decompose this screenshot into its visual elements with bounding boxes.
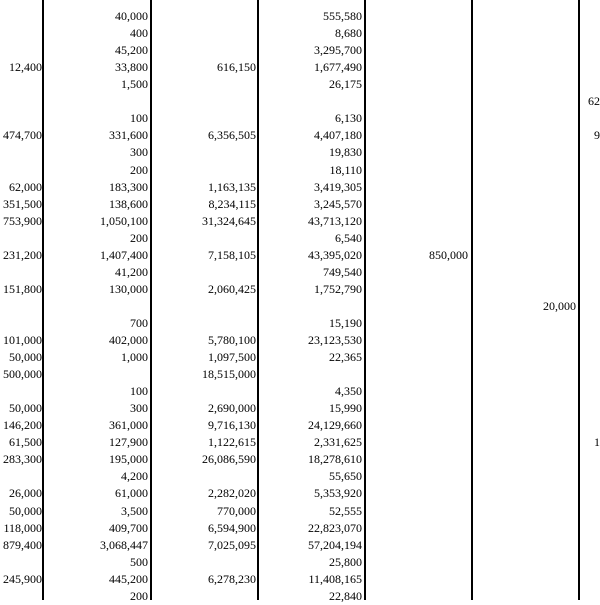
table-cell: 231,200 (3, 247, 42, 262)
table-cell: 130,000 (109, 281, 148, 296)
table-cell: 409,700 (109, 520, 148, 535)
table-cell: 55,650 (329, 469, 362, 484)
table-cell: 146,200 (3, 418, 42, 433)
table-cell: 50,000 (9, 503, 42, 518)
table-cell: 6,278,230 (208, 571, 256, 586)
table-cell: 25,800 (329, 554, 362, 569)
table-cell: 402,000 (109, 332, 148, 347)
table-cell: 138,600 (109, 196, 148, 211)
table-cell: 200 (130, 162, 148, 177)
table-cell: 18,278,610 (308, 452, 362, 467)
table-cell: 1,050,100 (100, 213, 148, 228)
column-divider (257, 0, 259, 600)
table-cell: 300 (130, 145, 148, 160)
table-cell: 351,500 (3, 196, 42, 211)
table-cell: 749,540 (323, 264, 362, 279)
table-cell: 3,245,570 (314, 196, 362, 211)
table-cell: 770,000 (217, 503, 256, 518)
table-cell: 879,400 (3, 537, 42, 552)
table-cell: 195,000 (109, 452, 148, 467)
table-cell: 12,400 (9, 60, 42, 75)
table-cell: 61,500 (9, 435, 42, 450)
table-cell: 3,295,700 (314, 43, 362, 58)
column-divider (150, 0, 152, 600)
table-cell: 26,000 (9, 486, 42, 501)
table-cell: 7,158,105 (208, 247, 256, 262)
table-cell: 6,130 (335, 111, 362, 126)
table-cell: 4,200 (121, 469, 148, 484)
table-cell: 2,331,625 (314, 435, 362, 450)
table-cell: 22,365 (329, 350, 362, 364)
table-cell: 127,900 (109, 435, 148, 450)
table-cell: 183,300 (109, 179, 148, 194)
table-cell: 700 (130, 315, 148, 330)
table-cell: 40,000 (115, 9, 148, 23)
table-cell: 43,713,120 (308, 213, 362, 228)
table-cell: 361,000 (109, 418, 148, 433)
table-cell: 151,800 (3, 281, 42, 296)
table-cell: 43,395,020 (308, 247, 362, 262)
table-cell: 1,122,615 (208, 435, 256, 450)
table-cell: 100 (130, 111, 148, 126)
table-cell: 200 (130, 230, 148, 245)
table-cell: 1,000 (121, 350, 148, 364)
table-cell: 22,823,070 (308, 520, 362, 535)
table-cell: 22,840 (329, 588, 362, 603)
table-cell: 6,594,900 (208, 520, 256, 535)
table-cell: 41,200 (115, 264, 148, 279)
table-cell: 3,500 (121, 503, 148, 518)
table-cell: 2,282,020 (208, 486, 256, 501)
table-cell: 500,000 (3, 367, 42, 382)
table-cell: 474,700 (3, 128, 42, 143)
table-cell: 45,200 (115, 43, 148, 58)
table-cell: 62 (588, 94, 600, 109)
table-cell: 50,000 (9, 350, 42, 364)
table-cell: 300 (130, 401, 148, 416)
table-cell: 7,025,095 (208, 537, 256, 552)
column-divider (578, 0, 580, 600)
table-cell: 1,407,400 (100, 247, 148, 262)
table-cell: 1,677,490 (314, 60, 362, 75)
table-cell: 4,350 (335, 384, 362, 399)
table-cell: 1,500 (121, 77, 148, 92)
table-cell: 101,000 (3, 332, 42, 347)
table-cell: 61,000 (115, 486, 148, 501)
table-cell: 445,200 (109, 571, 148, 586)
table-cell: 555,580 (323, 9, 362, 23)
table-cell: 850,000 (429, 247, 468, 262)
table-cell: 9 (594, 128, 600, 143)
table-cell: 15,990 (329, 401, 362, 416)
table-cell: 9,716,130 (208, 418, 256, 433)
table-cell: 18,110 (329, 162, 362, 177)
table-cell: 20,000 (543, 298, 576, 313)
table-cell: 118,000 (3, 520, 42, 535)
table-cell: 2,690,000 (208, 401, 256, 416)
table-cell: 8,680 (335, 26, 362, 41)
table-cell: 18,515,000 (202, 367, 256, 382)
column-divider (42, 0, 44, 600)
table-cell: 11,408,165 (308, 571, 362, 586)
table-cell: 1,752,790 (314, 281, 362, 296)
table-cell: 23,123,530 (308, 332, 362, 347)
table-cell: 26,086,590 (202, 452, 256, 467)
table-cell: 5,780,100 (208, 332, 256, 347)
table-cell: 331,600 (109, 128, 148, 143)
table-cell: 1,097,500 (208, 350, 256, 364)
table-cell: 26,175 (329, 77, 362, 92)
column-divider (364, 0, 366, 600)
table-cell: 200 (130, 588, 148, 603)
table-cell: 4,407,180 (314, 128, 362, 143)
table-cell: 245,900 (3, 571, 42, 586)
table-cell: 24,129,660 (308, 418, 362, 433)
table-cell: 62,000 (9, 179, 42, 194)
column-divider (471, 0, 473, 600)
table-cell: 8,234,115 (208, 196, 256, 211)
table-cell: 400 (130, 26, 148, 41)
table-cell: 3,419,305 (314, 179, 362, 194)
table-cell: 52,555 (329, 503, 362, 518)
table-cell: 50,000 (9, 401, 42, 416)
table-cell: 1,163,135 (208, 179, 256, 194)
table-cell: 6,540 (335, 230, 362, 245)
table-cell: 33,800 (115, 60, 148, 75)
table-cell: 6,356,505 (208, 128, 256, 143)
table-cell: 57,204,194 (308, 537, 362, 552)
table-cell: 19,830 (329, 145, 362, 160)
table-cell: 283,300 (3, 452, 42, 467)
table-cell: 616,150 (217, 60, 256, 75)
table-cell: 31,324,645 (202, 213, 256, 228)
table-cell: 2,060,425 (208, 281, 256, 296)
table-cell: 1 (594, 435, 600, 450)
table-cell: 5,353,920 (314, 486, 362, 501)
table-cell: 15,190 (329, 315, 362, 330)
table-cell: 500 (130, 554, 148, 569)
table-cell: 753,900 (3, 213, 42, 228)
table-cell: 100 (130, 384, 148, 399)
table-cell: 3,068,447 (100, 537, 148, 552)
